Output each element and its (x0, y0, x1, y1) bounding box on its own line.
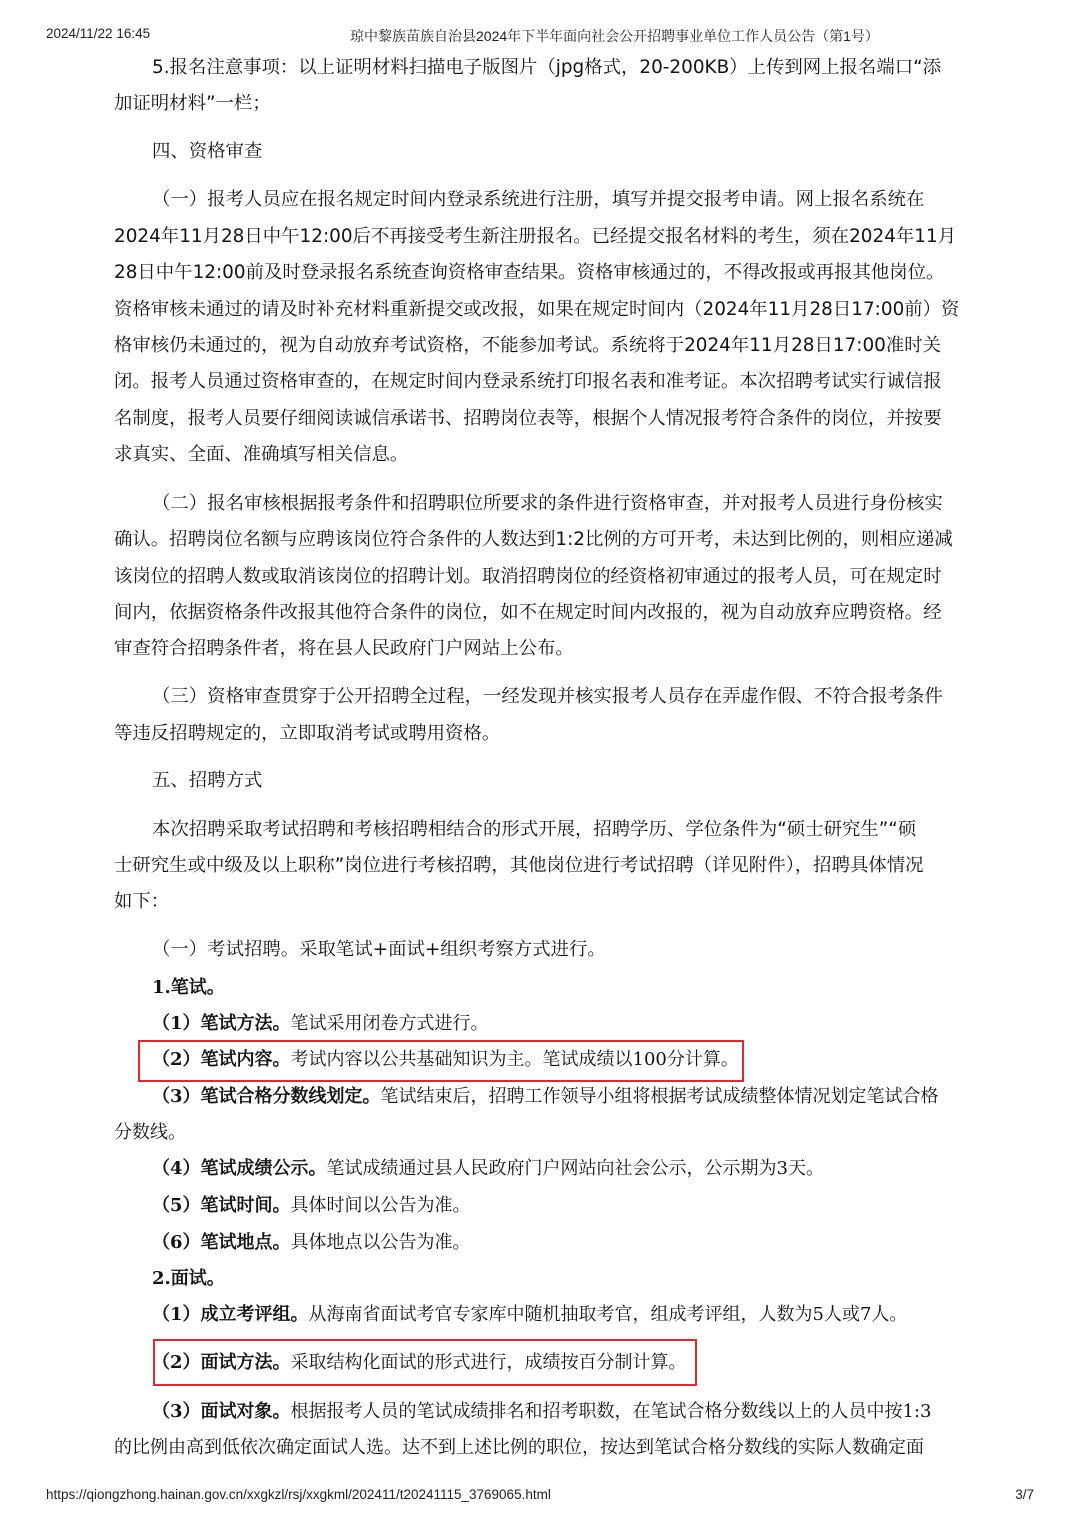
item-text-continued: 的比例由高到低依次确定面试人选。达不到上述比例的职位，按达到笔试合格分数线的实际人数确定面 (114, 1437, 924, 1458)
page-number: 3/7 (1015, 1487, 1034, 1502)
body-line: 该岗位的招聘人数或取消该岗位的招聘计划。取消招聘岗位的经资格初审通过的报考人员，可在规定时 (114, 566, 942, 587)
item-text-continued: 分数线。 (114, 1122, 186, 1143)
body-line: （一）报考人员应在报名规定时间内登录系统进行注册，填写并提交报考申请。网上报名系统在 (152, 189, 925, 210)
body-line: （三）资格审查贯穿于公开招聘全过程，一经发现并核实报考人员存在弄虚作假、不符合报考条件 (152, 686, 943, 707)
item-text: 具体地点以公告为准。 (290, 1232, 471, 1253)
item-text: 考试内容以公共基础知识为主。笔试成绩以100分计算。 (290, 1049, 739, 1070)
written-exam-item (152, 1042, 739, 1078)
subsection-heading: 2.面试。 (152, 1268, 225, 1289)
body-line: 格审核仍未通过的，视为自动放弃考试资格，不能参加考试。系统将于2024年11月28日17:00准时关 (114, 335, 942, 356)
item-label: （2）面试方法。 (152, 1352, 291, 1373)
body-line: 资格审核未通过的请及时补充材料重新提交或改报，如果在规定时间内（2024年11月28日17:00前）资 (114, 299, 960, 320)
body-line: 闭。报考人员通过资格审查的，在规定时间内登录系统打印报名表和准考证。本次招聘考试实行诚信报 (114, 371, 942, 392)
body-line: 求真实、全面、准确填写相关信息。 (114, 444, 409, 465)
interview-item (152, 1345, 687, 1381)
written-exam-item (152, 1151, 824, 1187)
item-text: 采取结构化面试的形式进行，成绩按百分制计算。 (290, 1352, 687, 1373)
body-line: 如下： (114, 891, 170, 912)
item-label: （4）笔试成绩公示。 (152, 1158, 327, 1179)
section-heading: 五、招聘方式 (152, 770, 263, 791)
body-line: 审查符合招聘条件者，将在县人民政府门户网站上公布。 (114, 638, 574, 659)
item-text: 笔试成绩通过县人民政府门户网站向社会公示，公示期为3天。 (326, 1158, 824, 1179)
written-exam-item (152, 1225, 471, 1261)
item-label: （3）面试对象。 (152, 1401, 291, 1422)
body-line: 28日中午12:00前及时登录报名系统查询资格审查结果。资格审核通过的，不得改报或再报其他岗位。 (114, 262, 945, 283)
body-line: 士研究生或中级及以上职称”岗位进行考核招聘，其他岗位进行考试招聘（详见附件），招聘具体情况 (114, 855, 924, 876)
item-label: （3）笔试合格分数线划定。 (152, 1086, 381, 1107)
page-title: 琼中黎族苗族自治县2024年下半年面向社会公开招聘事业单位工作人员公告（第1号） (350, 28, 879, 44)
item-text: 笔试结束后，招聘工作领导小组将根据考试成绩整体情况划定笔试合格 (380, 1086, 939, 1107)
body-line: 加证明材料”一栏； (114, 93, 271, 114)
section-heading: 四、资格审查 (152, 141, 263, 162)
item-label: （6）笔试地点。 (152, 1232, 291, 1253)
item-label: （1）成立考评组。 (152, 1304, 309, 1325)
body-line: 2024年11月28日中午12:00后不再接受考生新注册报名。已经提交报名材料的考生，须在2024年11月 (114, 226, 957, 247)
body-line: （一）考试招聘。采取笔试+面试+组织考察方式进行。 (152, 939, 606, 960)
item-label: （1）笔试方法。 (152, 1013, 291, 1034)
item-label: （2）笔试内容。 (152, 1049, 291, 1070)
body-line: 本次招聘采取考试招聘和考核招聘相结合的形式开展，招聘学历、学位条件为“硕士研究生”“硕 (152, 819, 917, 840)
body-line: 名制度，报考人员要仔细阅读诚信承诺书、招聘岗位表等，根据个人情况报考符合条件的岗位，并按要 (114, 408, 942, 429)
interview-item (152, 1394, 932, 1430)
body-line: 等违反招聘规定的，立即取消考试或聘用资格。 (114, 723, 501, 744)
print-datetime: 2024/11/22 16:45 (46, 26, 151, 41)
written-exam-item (152, 1188, 471, 1224)
item-text: 根据报考人员的笔试成绩排名和招考职数，在笔试合格分数线以上的人员中按1:3 (290, 1401, 932, 1422)
body-line: （二）报名审核根据报考条件和招聘职位所要求的条件进行资格审查，并对报考人员进行身份核实 (152, 493, 943, 514)
subsection-heading: 1.笔试。 (152, 977, 225, 998)
body-line: 间内，依据资格条件改报其他符合条件的岗位，如不在规定时间内改报的，视为自动放弃应聘资格。经 (114, 602, 942, 623)
written-exam-item (152, 1079, 939, 1115)
interview-item (152, 1297, 907, 1333)
item-text: 从海南省面试考官专家库中随机抽取考官，组成考评组，人数为5人或7人。 (308, 1304, 908, 1325)
page-url: https://qiongzhong.hainan.gov.cn/xxgkzl/rsj/xxgkml/202411/t20241115_3769065.html (46, 1487, 551, 1502)
written-exam-item (152, 1006, 489, 1042)
body-line: 5.报名注意事项：以上证明材料扫描电子版图片（jpg格式，20-200KB）上传到网上报名端口“添 (152, 57, 942, 78)
item-label: （5）笔试时间。 (152, 1195, 291, 1216)
item-text: 具体时间以公告为准。 (290, 1195, 471, 1216)
body-line: 确认。招聘岗位名额与应聘该岗位符合条件的人数达到1:2比例的方可开考，未达到比例的，则相应递减 (114, 529, 953, 550)
item-text: 笔试采用闭卷方式进行。 (290, 1013, 489, 1034)
